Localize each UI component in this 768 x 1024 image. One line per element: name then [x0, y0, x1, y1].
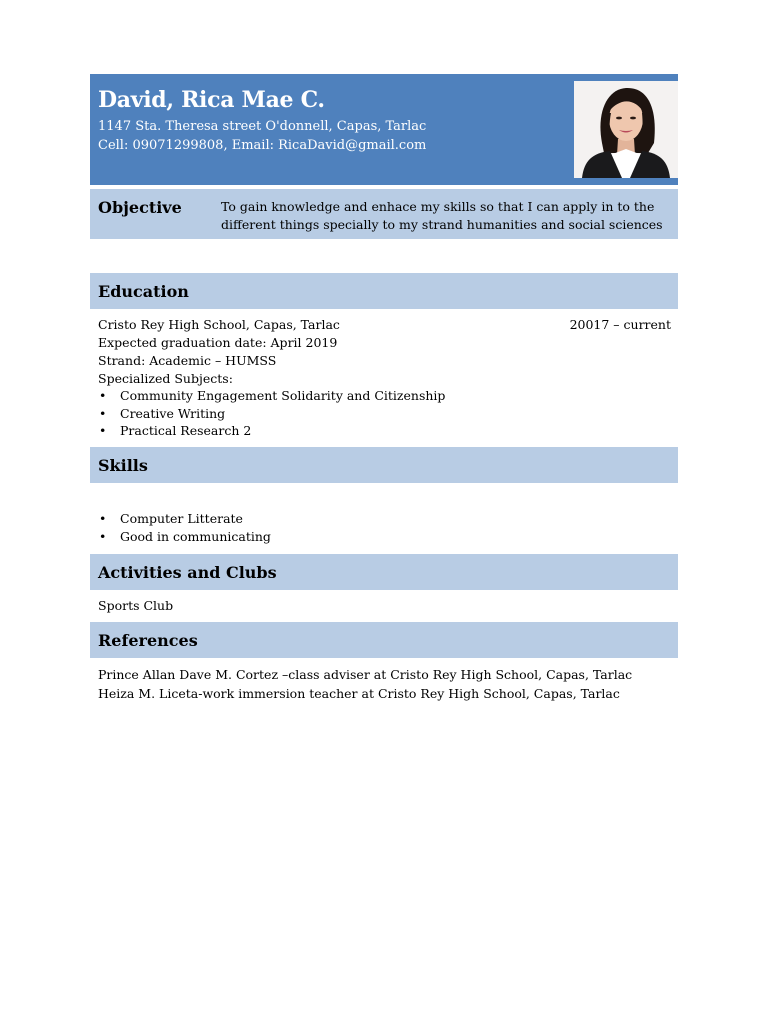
skills-heading-bar — [90, 447, 678, 483]
profile-photo — [574, 81, 678, 178]
list-item: • Community Engagement Solidarity and Citizenship — [98, 387, 445, 405]
school-name: Cristo Rey High School, Capas, Tarlac — [98, 317, 340, 332]
list-item: • Computer Litterate — [98, 510, 271, 528]
resume — [90, 74, 678, 701]
applicant-name: David, Rica Mae C. — [98, 87, 325, 113]
reference-item: Heiza M. Liceta-work immersion teacher at Cristo Rey High School, Capas, Tarlac — [98, 686, 620, 701]
subjects-label: Specialized Subjects: — [98, 371, 233, 386]
strand: Strand: Academic – HUMSS — [98, 353, 277, 368]
activities-heading: Activities and Clubs — [98, 563, 277, 582]
address-line: 1147 Sta. Theresa street O'donnell, Capas, Tarlac — [98, 119, 427, 134]
list-item: • Good in communicating — [98, 528, 271, 546]
education-years: 20017 – current — [569, 317, 671, 332]
skills-heading: Skills — [98, 456, 148, 475]
portrait-image — [574, 81, 678, 178]
skills-list — [98, 510, 271, 545]
list-item: • Creative Writing — [98, 405, 445, 423]
activity-item: Sports Club — [98, 598, 174, 613]
list-item: • Practical Research 2 — [98, 422, 445, 440]
objective-text: To gain knowledge and enhace my skills so that I can apply in to the different things specially to my strand humanities and social sciences — [221, 199, 663, 232]
activities-heading-bar — [90, 554, 678, 590]
subjects-list — [98, 387, 445, 440]
references-heading-bar — [90, 622, 678, 658]
objective-heading: Objective — [98, 198, 182, 217]
resume-header — [90, 74, 678, 185]
education-heading: Education — [98, 282, 189, 301]
header-text — [90, 81, 574, 185]
objective-section — [90, 189, 678, 239]
references-heading: References — [98, 631, 198, 650]
contact-line: Cell: 09071299808, Email: RicaDavid@gmail.com — [98, 138, 427, 153]
reference-item: Prince Allan Dave M. Cortez –class adviser at Cristo Rey High School, Capas, Tarlac — [98, 667, 633, 682]
education-heading-bar — [90, 273, 678, 309]
graduation-date: Expected graduation date: April 2019 — [98, 335, 338, 350]
